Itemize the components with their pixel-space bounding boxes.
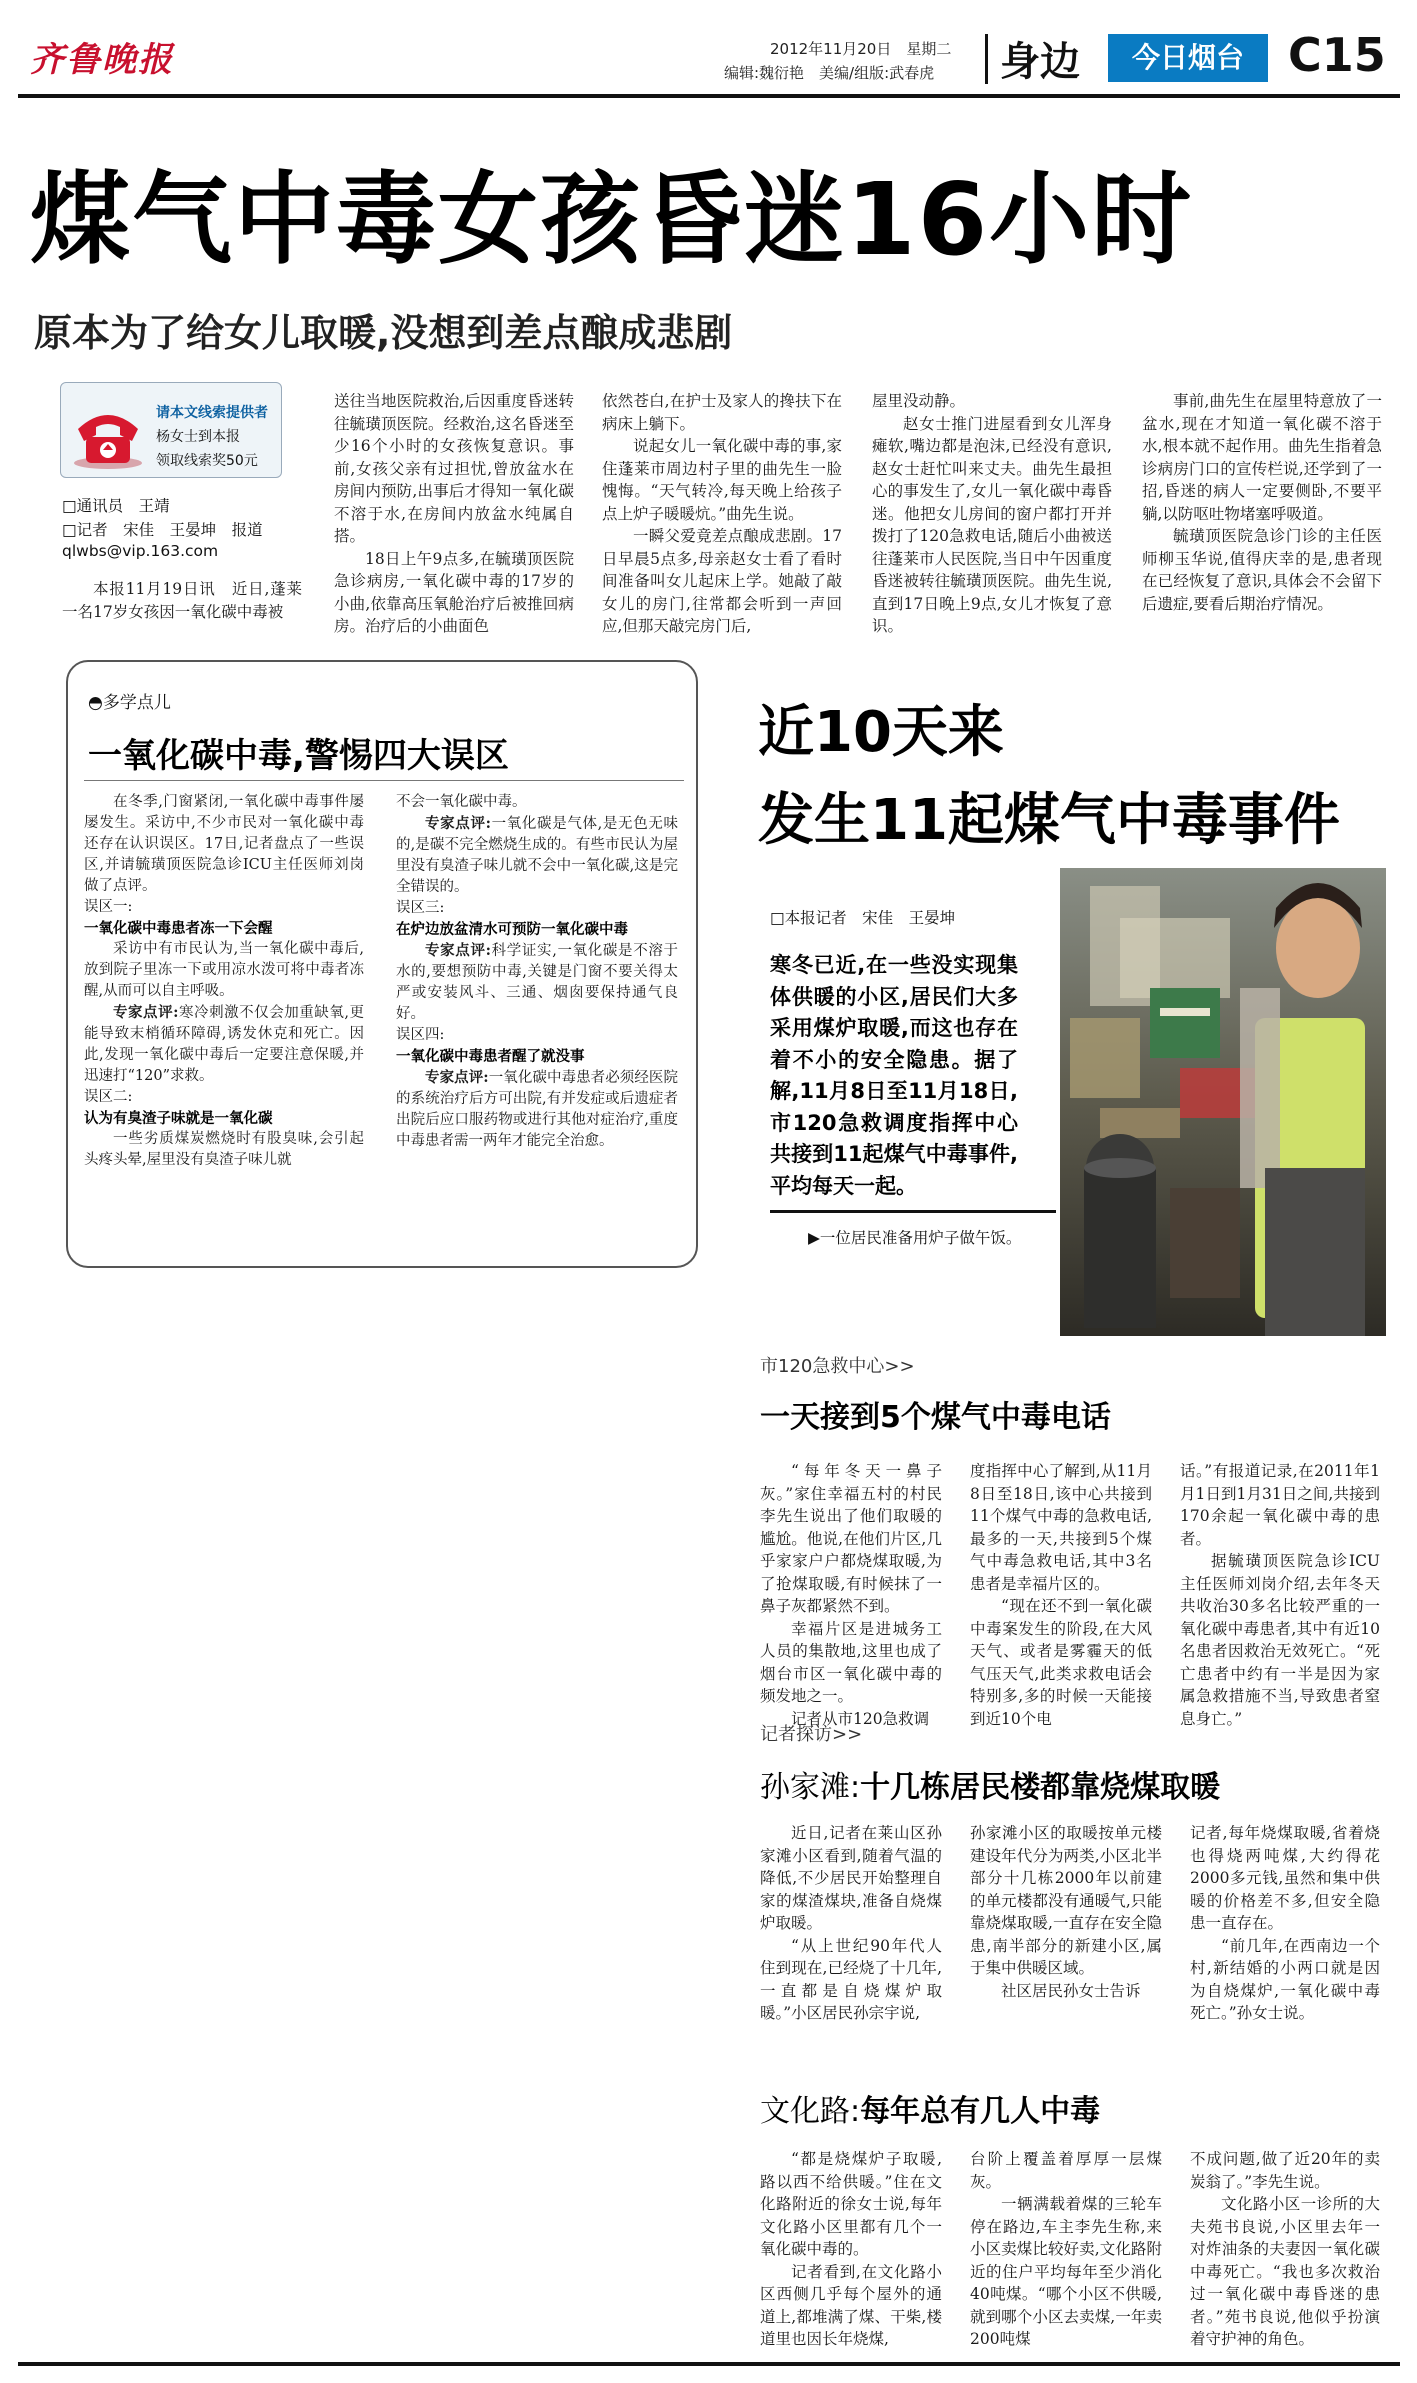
- misconception-label: 误区一:: [84, 899, 133, 915]
- section-1-column-3: [1180, 1460, 1380, 1730]
- section-1-paragraph: 记者从市120急救调: [791, 1709, 930, 1728]
- footer-rule: [18, 2362, 1400, 2366]
- misconception-title: 一氧化碳中毒患者醒了就没事: [396, 1048, 585, 1065]
- main-body-paragraph: 屋里没动静。: [872, 392, 966, 410]
- misconception-label: 误区二:: [84, 1089, 133, 1105]
- misconception-text: 采访中有市民认为,当一氧化碳中毒后,放到院子里冻一下或用凉水泼可将中毒者冻醒,从而可以自主呼吸。: [84, 941, 364, 999]
- section-3-paragraph: 记者看到,在文化路小区西侧几乎每个屋外的通道上,都堆满了煤、干柴,楼道里也因长年烧煤,: [760, 2262, 942, 2348]
- section-2-column-3: [1190, 1822, 1380, 2025]
- expert-comment: 科学证实,一氧化碳是不溶于水的,要想预防中毒,关键是门窗不要关得太严或安装风斗、三通、烟囱要保持通气良好。: [396, 943, 678, 1022]
- section-3-paragraph: “都是烧煤炉子取暖,路以西不给供暖。”住在文化路附近的徐女士说,每年文化路小区里都有几个一氧化碳中毒的。: [760, 2150, 942, 2258]
- main-body-paragraph: 赵女士推门进屋看到女儿浑身瘫软,嘴边都是泡沫,已经没有意识,赵女士赶忙叫来丈夫。曲先生最担心的事发生了,女儿一氧化碳中毒昏迷。他把女儿房间的窗户都打开并拨打了120急救电话,随后小曲被送往蓬莱市人民医院,当日中午因重度昏迷被转往毓璜顶医院。曲先生说,直到17日晚上9点,女儿才恢复了意识。: [872, 414, 1112, 635]
- main-body-paragraph: 毓璜顶医院急诊门诊的主任医师柳玉华说,值得庆幸的是,患者现在已经恢复了意识,具体会不会留下后遗症,要看后期治疗情况。: [1142, 527, 1382, 613]
- misconception-title: 一氧化碳中毒患者冻一下会醒: [84, 920, 273, 937]
- section-3-title: [760, 2086, 1100, 2130]
- section-3-column-2: [970, 2148, 1162, 2351]
- misconception-label: 误区三:: [396, 900, 445, 916]
- feature-title-line-1: 近10天来: [758, 700, 1004, 765]
- section-1-paragraph: 幸福片区是进城务工人员的集散地,这里也成了烟台市区一氧化碳中毒的频发地之一。: [760, 1619, 942, 1705]
- section-3-paragraph: 台阶上覆盖着厚厚一层煤灰。: [970, 2150, 1162, 2191]
- section-name: 身边: [1000, 39, 1080, 85]
- section-3-column-3: [1190, 2148, 1380, 2351]
- byline-email[interactable]: qlwbs@vip.163.com: [62, 542, 219, 560]
- expert-comment: 一氧化碳中毒患者必须经医院的系统治疗后方可出院,有并发症或后遗症者出院后应口服药物或进行其他对症治疗,重度中毒患者需一两年才能完全治愈。: [396, 1070, 678, 1149]
- telephone-icon: [66, 393, 150, 471]
- expert-comment-label: 专家点评:: [425, 942, 491, 959]
- main-body-paragraph: 本报11月19日讯 近日,蓬莱一名17岁女孩因一氧化碳中毒被: [62, 580, 302, 621]
- main-column-1: [62, 578, 302, 623]
- tip-line-1: 请本文线索提供者: [156, 405, 268, 421]
- section-3-title-text: 每年总有几人中毒: [860, 2094, 1101, 2129]
- main-column-3: [602, 390, 842, 638]
- section-1-paragraph: “现在还不到一氧化碳中毒案发生的阶段,在大风天气、或者是雾霾天的低气压天气,此类求救电话会特别多,多的时候一天能接到近10个电: [970, 1597, 1152, 1728]
- sidebar-column-1: [84, 792, 364, 1171]
- main-body-paragraph: 依然苍白,在护士及家人的搀扶下在病床上躺下。: [602, 392, 842, 433]
- header-separator: [985, 34, 988, 84]
- news-photo: [1060, 868, 1386, 1336]
- misconception-title: 在炉边放盆清水可预防一氧化碳中毒: [396, 921, 628, 938]
- sidebar-title: 一氧化碳中毒,警惕四大误区: [88, 736, 509, 776]
- section-2-title: [760, 1762, 1220, 1806]
- section-1-paragraph: 度指挥中心了解到,从11月8日至18日,该中心共接到11个煤气中毒的急救电话,最多的一天,共接到5个煤气中毒急救电话,其中3名患者是幸福片区的。: [970, 1462, 1152, 1593]
- section-2-paragraph: 社区居民孙女士告诉: [1001, 1981, 1141, 2000]
- section-2-kicker: 记者探访>>: [760, 1724, 863, 1745]
- section-1-paragraph: 话。”有报道记录,在2011年1月1日到1月31日之间,共接到170余起一氧化碳中毒的患者。: [1180, 1462, 1380, 1548]
- feature-title-line-2: 发生11起煤气中毒事件: [758, 788, 1340, 853]
- main-subheadline: 原本为了给女儿取暖,没想到差点酿成悲剧: [34, 311, 733, 355]
- sidebar-tag: [88, 688, 171, 713]
- section-badge: 今日烟台: [1108, 34, 1268, 82]
- feature-lead: 寒冬已近,在一些没实现集体供暖的小区,居民们大多采用煤炉取暖,而这也存在着不小的安全隐患。据了解,11月8日至11月18日,市120急救调度指挥中心共接到11起煤气中毒事件,平均每天一起。: [770, 953, 1018, 1198]
- section-1-kicker: 市120急救中心>>: [760, 1356, 915, 1377]
- photo-caption: ▶一位居民准备用炉子做午饭。: [808, 1229, 1022, 1247]
- newspaper-logo: 齐鲁晚报: [30, 40, 174, 80]
- expert-comment: 一氧化碳是气体,是无色无味的,是碳不完全燃烧生成的。有些市民认为屋里没有臭渣子味儿就不会中一氧化碳,这是完全错误的。: [396, 816, 678, 895]
- misconception-title: 认为有臭渣子味就是一氧化碳: [84, 1110, 273, 1127]
- misconception-text: 一些劣质煤炭燃烧时有股臭味,会引起头疼头晕,屋里没有臭渣子味儿就: [84, 1131, 364, 1168]
- sidebar-rule: [84, 780, 684, 781]
- byline-reporters: □记者 宋佳 王晏坤 报道: [62, 521, 263, 539]
- section-2-paragraph: “从上世纪90年代人住到现在,已经烧了十几年,一直都是自烧煤炉取暖。”小区居民孙宗宇说,: [760, 1936, 942, 2022]
- expert-comment-label: 专家点评:: [113, 1004, 179, 1021]
- half-circle-icon: ◓: [88, 693, 103, 713]
- section-3-paragraph: 不成问题,做了近20年的卖炭翁了。”李先生说。: [1190, 2150, 1380, 2191]
- section-2-paragraph: 孙家滩小区的取暖按单元楼建设年代分为两类,小区北半部分十几栋2000年以前建的单元楼都没有通暖气,只能靠烧煤取暖,一直存在安全隐患,南半部分的新建小区,属于集中供暖区域。: [970, 1824, 1162, 1977]
- section-3-paragraph: 文化路小区一诊所的大夫苑书良说,小区里去年一对炸油条的夫妻因一氧化碳中毒死亡。“我也多次救治过一氧化碳中毒昏迷的患者。”苑书良说,他似乎扮演着守护神的角色。: [1190, 2195, 1380, 2348]
- page-number: C15: [1288, 28, 1386, 82]
- tip-line-2: 杨女士到本报: [156, 429, 240, 445]
- section-3-paragraph: 一辆满载着煤的三轮车停在路边,车主李先生称,来小区卖煤比较好卖,文化路附近的住户平均每年至少消化40吨煤。“哪个小区不供暖,就到哪个小区去卖煤,一年卖200吨煤: [970, 2195, 1162, 2348]
- header-rule: [18, 94, 1400, 98]
- section-2-place: 孙家滩:: [760, 1770, 861, 1805]
- main-column-5: [1142, 390, 1382, 615]
- section-2-paragraph: 记者,每年烧煤取暖,省着烧也得烧两吨煤,大约得花2000多元钱,虽然和集中供暖的价格差不多,但安全隐患一直存在。: [1190, 1824, 1380, 1932]
- section-1-title: 一天接到5个煤气中毒电话: [760, 1400, 1111, 1435]
- misconception-label: 误区四:: [396, 1027, 445, 1043]
- main-headline: 煤气中毒女孩昏迷16小时: [30, 161, 1194, 278]
- section-1-column-1: [760, 1460, 942, 1730]
- sidebar-intro: 在冬季,门窗紧闭,一氧化碳中毒事件屡屡发生。采访中,不少市民对一氧化碳中毒还存在认识误区。17日,记者盘点了一些误区,并请毓璜顶医院急诊ICU主任医师刘岗做了点评。: [84, 794, 364, 894]
- byline-correspondent: □通讯员 王靖: [62, 497, 170, 515]
- section-2-paragraph: 近日,记者在莱山区孙家滩小区看到,随着气温的降低,不少居民开始整理自家的煤渣煤块,准备自烧煤炉取暖。: [760, 1824, 942, 1932]
- main-body-paragraph: 一瞬父爱竟差点酿成悲剧。17日早晨5点多,母亲赵女士看了看时间准备叫女儿起床上学。她敲了敲女儿的房门,往常都会听到一声回应,但那天敲完房门后,: [602, 527, 842, 635]
- sidebar-tag-label: 多学点儿: [102, 693, 171, 713]
- tip-line-3: 领取线索奖50元: [156, 453, 258, 469]
- section-2-paragraph: “前几年,在西南边一个村,新结婚的小两口就是因为自烧煤炉,一氧化碳中毒死亡。”孙女士说。: [1190, 1936, 1380, 2022]
- main-body-paragraph: 送往当地医院救治,后因重度昏迷转往毓璜顶医院。经救治,这名昏迷至少16个小时的女孩恢复意识。事前,女孩父亲有过担忧,曾放盆水在房间内预防,出事后才得知一氧化碳不溶于水,在房间内放盆水纯属自搭。: [334, 392, 574, 545]
- sidebar-column-2: [396, 792, 678, 1152]
- main-body-paragraph: 18日上午9点多,在毓璜顶医院急诊病房,一氧化碳中毒的17岁的小曲,依靠高压氧舱治疗后被推回病房。治疗后的小曲面色: [334, 549, 574, 635]
- main-column-4: [872, 390, 1112, 638]
- section-1-paragraph: 据毓璜顶医院急诊ICU主任医师刘岗介绍,去年冬天共收治30多名比较严重的一氧化碳中毒患者,其中有近10名患者因救治无效死亡。“死亡患者中约有一半是因为家属急救措施不当,导致患者窒息身亡。”: [1180, 1552, 1380, 1728]
- section-3-place: 文化路:: [760, 2094, 861, 2129]
- main-body-paragraph: 事前,曲先生在屋里特意放了一盆水,现在才知道一氧化碳不溶于水,根本就不起作用。曲先生指着急诊病房门口的宣传栏说,还学到了一招,昏迷的病人一定要侧卧,不要平躺,以防呕吐物堵塞呼吸道。: [1142, 392, 1382, 523]
- expert-comment-label: 专家点评:: [425, 1069, 489, 1086]
- feature-rule: [770, 1210, 1056, 1213]
- main-body-paragraph: 说起女儿一氧化碳中毒的事,家住蓬莱市周边村子里的曲先生一脸愧悔。“天气转冷,每天晚上给孩子点上炉子暖暖炕。”曲先生说。: [602, 437, 842, 523]
- expert-comment-label: 专家点评:: [425, 815, 491, 832]
- section-1-paragraph: “每年冬天一鼻子灰。”家住幸福五村的村民李先生说出了他们取暖的尴尬。他说,在他们片区,几乎家家户户都烧煤取暖,为了抢煤取暖,有时候抹了一鼻子灰都紧然不到。: [760, 1462, 942, 1615]
- expert-comment: 寒冷刺激不仅会加重缺氧,更能导致末梢循环障碍,诱发休克和死亡。因此,发现一氧化碳中毒后一定要注意保暖,并迅速打“120”求救。: [84, 1005, 364, 1084]
- section-1-column-2: [970, 1460, 1152, 1730]
- editors-line: 编辑:魏衍艳 美编/组版:武春虎: [724, 64, 935, 82]
- section-2-column-1: [760, 1822, 942, 2025]
- section-3-column-1: [760, 2148, 942, 2351]
- date-line: 2012年11月20日 星期二: [770, 40, 952, 58]
- section-2-title-text: 十几栋居民楼都靠烧煤取暖: [860, 1770, 1221, 1805]
- feature-byline: □本报记者 宋佳 王晏坤: [770, 909, 956, 927]
- section-2-column-2: [970, 1822, 1162, 2002]
- misconception-text: 不会一氧化碳中毒。: [396, 794, 527, 810]
- photo-illustration: [1060, 868, 1386, 1336]
- main-column-2: [334, 390, 574, 638]
